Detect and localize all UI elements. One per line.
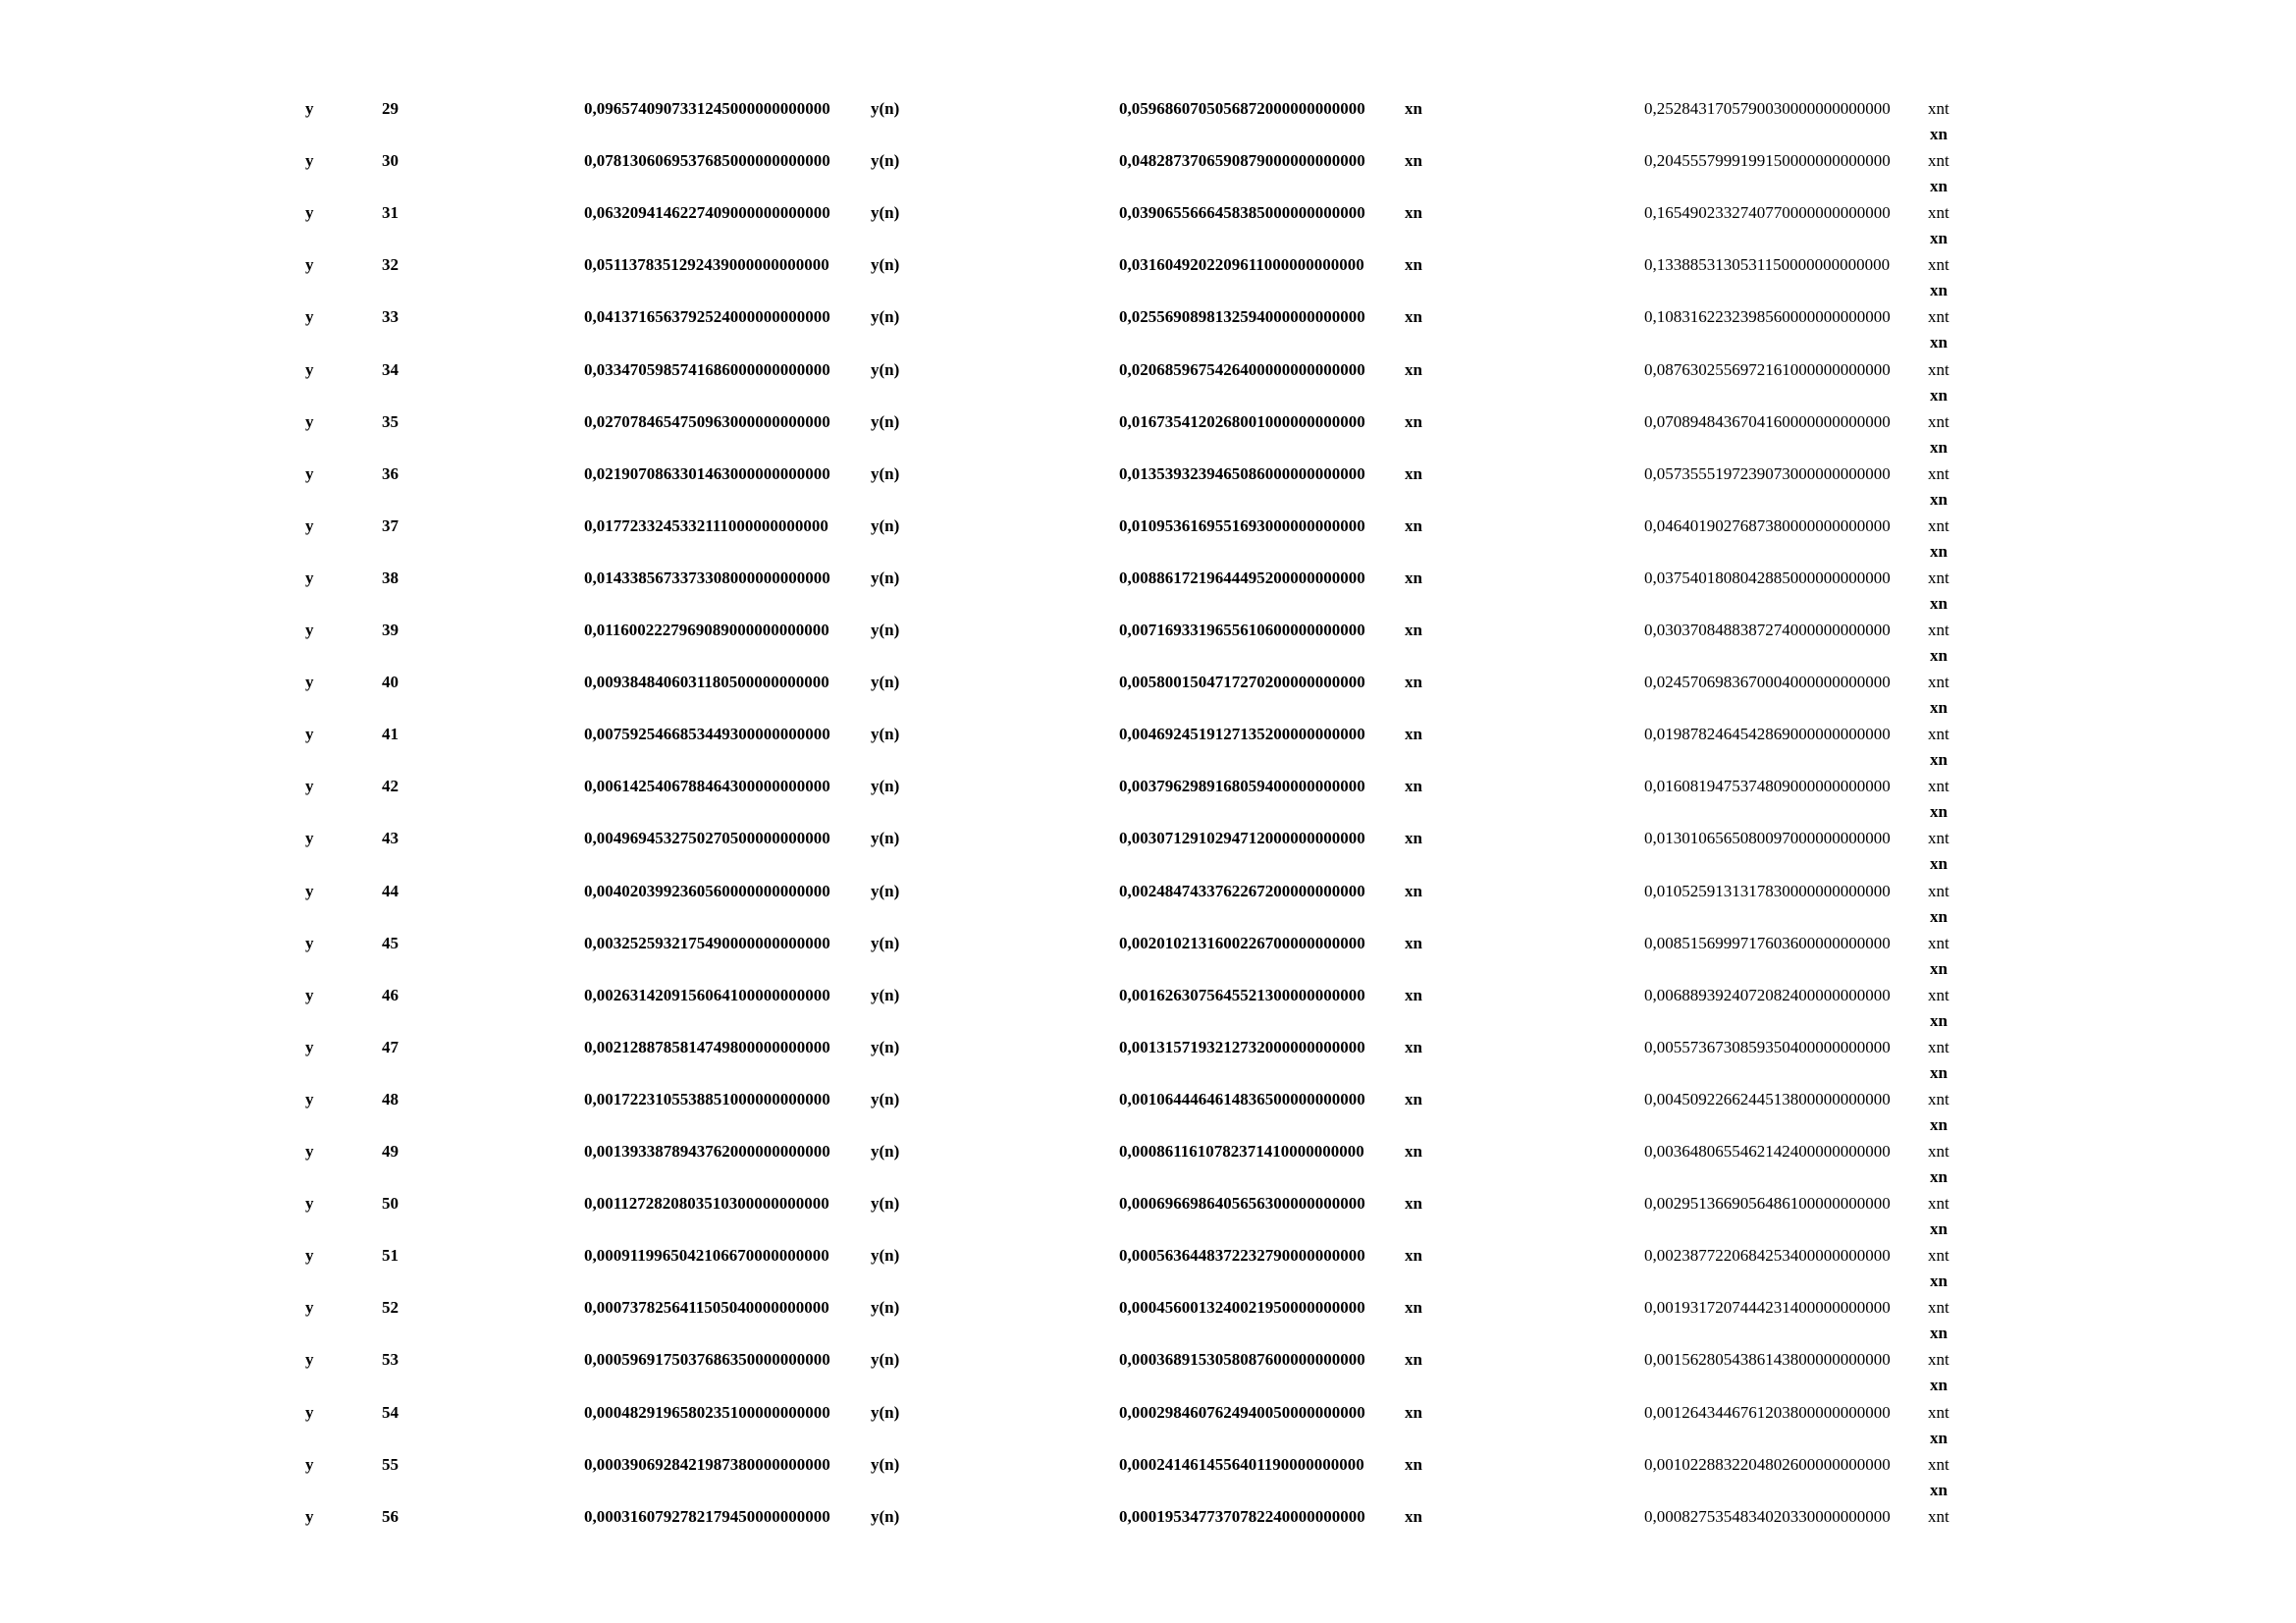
y-value: 0,0511378351292439000000000000 <box>584 255 829 275</box>
table-row <box>0 360 2296 412</box>
table-row <box>0 203 2296 255</box>
x-value: 0,0004560013240021950000000000 <box>1119 1298 1365 1318</box>
x-label: xn <box>1405 359 1422 379</box>
y-value: 0,0632094146227409000000000000 <box>584 203 830 223</box>
wrap-label: xn <box>1930 593 1948 613</box>
xt-value: 0,0245706983670004000000000000 <box>1644 673 1891 692</box>
wrap-label: xn <box>1930 1010 1948 1030</box>
row-label: y <box>305 359 314 379</box>
y-value: 0,0075925466853449300000000000 <box>584 725 830 744</box>
y-label: y(n) <box>871 203 900 223</box>
table-row <box>0 1350 2296 1402</box>
table-row <box>0 516 2296 568</box>
x-label: xn <box>1405 1454 1422 1474</box>
y-value: 0,0093848406031180500000000000 <box>584 673 829 692</box>
y-label: y(n) <box>871 99 900 118</box>
xt-value: 0,1338853130531150000000000000 <box>1644 255 1891 275</box>
xt-value: 0,0036480655462142400000000000 <box>1644 1142 1891 1161</box>
x-label: xn <box>1405 621 1422 639</box>
y-label: y(n) <box>871 1454 900 1474</box>
x-label: xn <box>1405 673 1422 692</box>
index-value: 39 <box>382 621 399 639</box>
y-label: y(n) <box>871 985 900 1004</box>
y-label: y(n) <box>871 1037 900 1056</box>
wrap-label: xn <box>1930 541 1948 561</box>
x-value: 0,0037962989168059400000000000 <box>1119 777 1365 796</box>
xt-label: xnt <box>1928 1454 1949 1474</box>
wrap-label: xn <box>1930 1324 1948 1343</box>
xt-label: xnt <box>1928 829 1949 848</box>
index-value: 48 <box>382 1089 399 1109</box>
x-label: xn <box>1405 1037 1422 1056</box>
x-label: xn <box>1405 1506 1422 1526</box>
x-label: xn <box>1405 933 1422 952</box>
y-label: y(n) <box>871 1298 900 1318</box>
x-value: 0,0016263075645521300000000000 <box>1119 985 1365 1004</box>
index-value: 30 <box>382 151 399 171</box>
x-label: xn <box>1405 1142 1422 1161</box>
index-value: 50 <box>382 1194 399 1214</box>
table-row <box>0 829 2296 881</box>
xt-value: 0,0008275354834020330000000000 <box>1644 1506 1891 1526</box>
x-label: xn <box>1405 1350 1422 1370</box>
wrap-label: xn <box>1930 1428 1948 1447</box>
y-value: 0,0040203992360560000000000000 <box>584 881 830 900</box>
xt-value: 0,0023877220684253400000000000 <box>1644 1246 1891 1266</box>
y-label: y(n) <box>871 829 900 848</box>
x-label: xn <box>1405 1089 1422 1109</box>
xt-label: xnt <box>1928 99 1949 118</box>
x-label: xn <box>1405 203 1422 223</box>
wrap-label: xn <box>1930 437 1948 457</box>
x-value: 0,0020102131600226700000000000 <box>1119 933 1365 952</box>
row-label: y <box>305 933 314 952</box>
xt-value: 0,0085156999717603600000000000 <box>1644 933 1891 952</box>
y-label: y(n) <box>871 1089 900 1109</box>
xt-value: 0,0012643446761203800000000000 <box>1644 1402 1891 1422</box>
xt-value: 0,0015628054386143800000000000 <box>1644 1350 1891 1370</box>
xt-label: xnt <box>1928 515 1949 535</box>
x-value: 0,0002414614556401190000000000 <box>1119 1454 1364 1474</box>
xt-value: 0,1083162232398560000000000000 <box>1644 307 1891 327</box>
y-value: 0,0021288785814749800000000000 <box>584 1037 830 1056</box>
row-label: y <box>305 1194 314 1214</box>
y-value: 0,0965740907331245000000000000 <box>584 99 830 118</box>
index-value: 51 <box>382 1246 399 1266</box>
y-label: y(n) <box>871 1142 900 1161</box>
x-label: xn <box>1405 151 1422 171</box>
row-label: y <box>305 725 314 744</box>
table-row <box>0 412 2296 464</box>
y-value: 0,0005969175037686350000000000 <box>584 1350 830 1370</box>
x-value: 0,0088617219644495200000000000 <box>1119 568 1365 587</box>
y-value: 0,0270784654750963000000000000 <box>584 411 830 431</box>
table-row <box>0 568 2296 621</box>
xt-value: 0,0303708488387274000000000000 <box>1644 621 1891 639</box>
row-label: y <box>305 1506 314 1526</box>
index-value: 42 <box>382 777 399 796</box>
wrap-label: xn <box>1930 229 1948 248</box>
row-label: y <box>305 1350 314 1370</box>
xt-label: xnt <box>1928 463 1949 483</box>
table-row <box>0 1194 2296 1246</box>
y-value: 0,0004829196580235100000000000 <box>584 1402 830 1422</box>
y-value: 0,0013933878943762000000000000 <box>584 1142 830 1161</box>
table-row <box>0 1298 2296 1350</box>
xt-label: xnt <box>1928 985 1949 1004</box>
xt-label: xnt <box>1928 673 1949 692</box>
table-row <box>0 673 2296 725</box>
index-value: 55 <box>382 1454 399 1474</box>
y-label: y(n) <box>871 673 900 692</box>
x-value: 0,0013157193212732000000000000 <box>1119 1037 1365 1056</box>
xt-label: xnt <box>1928 1298 1949 1318</box>
index-value: 43 <box>382 829 399 848</box>
y-value: 0,0009119965042106670000000000 <box>584 1246 829 1266</box>
wrap-label: xn <box>1930 177 1948 196</box>
wrap-label: xn <box>1930 958 1948 978</box>
xt-label: xnt <box>1928 1089 1949 1109</box>
xt-value: 0,0130106565080097000000000000 <box>1644 829 1891 848</box>
xt-label: xnt <box>1928 1037 1949 1056</box>
y-label: y(n) <box>871 1506 900 1526</box>
index-value: 36 <box>382 463 399 483</box>
index-value: 47 <box>382 1037 399 1056</box>
table-row <box>0 1142 2296 1194</box>
index-value: 40 <box>382 673 399 692</box>
xt-label: xnt <box>1928 1506 1949 1526</box>
xt-value: 0,1654902332740770000000000000 <box>1644 203 1891 223</box>
row-label: y <box>305 881 314 900</box>
x-value: 0,0255690898132594000000000000 <box>1119 307 1365 327</box>
index-value: 46 <box>382 985 399 1004</box>
x-label: xn <box>1405 1194 1422 1214</box>
xt-value: 0,0573555197239073000000000000 <box>1644 463 1891 483</box>
xt-label: xnt <box>1928 568 1949 587</box>
xt-value: 0,0010228832204802600000000000 <box>1644 1454 1891 1474</box>
y-value: 0,0334705985741686000000000000 <box>584 359 830 379</box>
row-label: y <box>305 621 314 639</box>
xt-value: 0,0105259131317830000000000000 <box>1644 881 1891 900</box>
row-label: y <box>305 829 314 848</box>
xt-value: 0,0029513669056486100000000000 <box>1644 1194 1891 1214</box>
x-label: xn <box>1405 411 1422 431</box>
row-label: y <box>305 203 314 223</box>
y-value: 0,0026314209156064100000000000 <box>584 985 830 1004</box>
y-value: 0,0143385673373308000000000000 <box>584 568 830 587</box>
x-value: 0,0046924519127135200000000000 <box>1119 725 1365 744</box>
table-row <box>0 1090 2296 1142</box>
row-label: y <box>305 1246 314 1266</box>
xt-label: xnt <box>1928 725 1949 744</box>
xt-value: 0,0708948436704160000000000000 <box>1644 411 1891 431</box>
xt-label: xnt <box>1928 1194 1949 1214</box>
y-value: 0,0032525932175490000000000000 <box>584 933 830 952</box>
row-label: y <box>305 1298 314 1318</box>
row-label: y <box>305 777 314 796</box>
xt-value: 0,0160819475374809000000000000 <box>1644 777 1891 796</box>
x-label: xn <box>1405 515 1422 535</box>
y-value: 0,0049694532750270500000000000 <box>584 829 830 848</box>
index-value: 52 <box>382 1298 399 1318</box>
y-value: 0,0177233245332111000000000000 <box>584 515 828 535</box>
row-label: y <box>305 568 314 587</box>
table-row <box>0 882 2296 934</box>
table-row <box>0 986 2296 1038</box>
index-value: 44 <box>382 881 399 900</box>
xt-value: 0,0464019027687380000000000000 <box>1644 515 1891 535</box>
index-value: 32 <box>382 255 399 275</box>
table-row <box>0 99 2296 151</box>
xt-value: 0,0068893924072082400000000000 <box>1644 985 1891 1004</box>
row-label: y <box>305 307 314 327</box>
table-row <box>0 1507 2296 1559</box>
y-label: y(n) <box>871 1194 900 1214</box>
x-label: xn <box>1405 985 1422 1004</box>
xt-label: xnt <box>1928 151 1949 171</box>
x-value: 0,0024847433762267200000000000 <box>1119 881 1365 900</box>
xt-label: xnt <box>1928 881 1949 900</box>
x-value: 0,0001953477370782240000000000 <box>1119 1506 1365 1526</box>
row-label: y <box>305 151 314 171</box>
row-label: y <box>305 255 314 275</box>
xt-label: xnt <box>1928 777 1949 796</box>
wrap-label: xn <box>1930 1062 1948 1082</box>
x-label: xn <box>1405 1298 1422 1318</box>
xt-value: 0,0198782464542869000000000000 <box>1644 725 1891 744</box>
xt-label: xnt <box>1928 307 1949 327</box>
wrap-label: xn <box>1930 802 1948 822</box>
x-value: 0,0135393239465086000000000000 <box>1119 463 1365 483</box>
y-label: y(n) <box>871 933 900 952</box>
table-row <box>0 1403 2296 1455</box>
x-label: xn <box>1405 777 1422 796</box>
x-value: 0,0002984607624940050000000000 <box>1119 1402 1365 1422</box>
y-value: 0,0061425406788464300000000000 <box>584 777 830 796</box>
x-value: 0,0109536169551693000000000000 <box>1119 515 1365 535</box>
x-label: xn <box>1405 829 1422 848</box>
row-label: y <box>305 1037 314 1056</box>
xt-label: xnt <box>1928 621 1949 639</box>
x-value: 0,0167354120268001000000000000 <box>1119 411 1365 431</box>
row-label: y <box>305 99 314 118</box>
wrap-label: xn <box>1930 385 1948 405</box>
x-value: 0,0058001504717270200000000000 <box>1119 673 1365 692</box>
wrap-label: xn <box>1930 1114 1948 1134</box>
table-row <box>0 1246 2296 1298</box>
table-row <box>0 307 2296 359</box>
index-value: 37 <box>382 515 399 535</box>
y-value: 0,0017223105538851000000000000 <box>584 1089 830 1109</box>
xt-label: xnt <box>1928 933 1949 952</box>
y-label: y(n) <box>871 151 900 171</box>
xt-label: xnt <box>1928 1350 1949 1370</box>
table-row <box>0 1038 2296 1090</box>
xt-label: xnt <box>1928 1246 1949 1266</box>
x-label: xn <box>1405 255 1422 275</box>
y-label: y(n) <box>871 463 900 483</box>
index-value: 33 <box>382 307 399 327</box>
x-label: xn <box>1405 99 1422 118</box>
y-value: 0,0011272820803510300000000000 <box>584 1194 829 1214</box>
xt-value: 0,2528431705790030000000000000 <box>1644 99 1891 118</box>
x-value: 0,0003689153058087600000000000 <box>1119 1350 1365 1370</box>
xt-label: xnt <box>1928 1142 1949 1161</box>
wrap-label: xn <box>1930 854 1948 874</box>
table-row <box>0 777 2296 829</box>
xt-label: xnt <box>1928 411 1949 431</box>
y-label: y(n) <box>871 411 900 431</box>
table-row <box>0 1455 2296 1507</box>
y-label: y(n) <box>871 568 900 587</box>
wrap-label: xn <box>1930 646 1948 665</box>
x-label: xn <box>1405 307 1422 327</box>
xt-value: 0,0045092266244513800000000000 <box>1644 1089 1891 1109</box>
row-label: y <box>305 1142 314 1161</box>
index-value: 54 <box>382 1402 399 1422</box>
y-label: y(n) <box>871 1246 900 1266</box>
y-label: y(n) <box>871 621 900 639</box>
row-label: y <box>305 985 314 1004</box>
row-label: y <box>305 1402 314 1422</box>
index-value: 53 <box>382 1350 399 1370</box>
wrap-label: xn <box>1930 333 1948 352</box>
wrap-label: xn <box>1930 750 1948 770</box>
wrap-label: xn <box>1930 281 1948 300</box>
table-row <box>0 464 2296 516</box>
y-label: y(n) <box>871 725 900 744</box>
table-row <box>0 151 2296 203</box>
y-label: y(n) <box>871 777 900 796</box>
y-value: 0,0007378256411505040000000000 <box>584 1298 829 1318</box>
index-value: 49 <box>382 1142 399 1161</box>
x-label: xn <box>1405 725 1422 744</box>
y-label: y(n) <box>871 1402 900 1422</box>
wrap-label: xn <box>1930 489 1948 509</box>
x-value: 0,0010644464614836500000000000 <box>1119 1089 1365 1109</box>
xt-label: xnt <box>1928 255 1949 275</box>
wrap-label: xn <box>1930 1219 1948 1239</box>
index-value: 34 <box>382 359 399 379</box>
x-label: xn <box>1405 881 1422 900</box>
table-row <box>0 934 2296 986</box>
index-value: 29 <box>382 99 399 118</box>
x-value: 0,0030712910294712000000000000 <box>1119 829 1365 848</box>
y-value: 0,0413716563792524000000000000 <box>584 307 830 327</box>
y-label: y(n) <box>871 1350 900 1370</box>
xt-label: xnt <box>1928 203 1949 223</box>
xt-label: xnt <box>1928 359 1949 379</box>
wrap-label: xn <box>1930 1376 1948 1395</box>
index-value: 41 <box>382 725 399 744</box>
x-value: 0,0206859675426400000000000000 <box>1119 359 1365 379</box>
x-value: 0,0006966986405656300000000000 <box>1119 1194 1365 1214</box>
table-row <box>0 725 2296 777</box>
index-value: 31 <box>382 203 399 223</box>
table-row <box>0 255 2296 307</box>
y-label: y(n) <box>871 255 900 275</box>
xt-value: 0,0019317207444231400000000000 <box>1644 1298 1891 1318</box>
index-value: 56 <box>382 1506 399 1526</box>
y-value: 0,0003160792782179450000000000 <box>584 1506 830 1526</box>
x-value: 0,0596860705056872000000000000 <box>1119 99 1365 118</box>
index-value: 45 <box>382 933 399 952</box>
y-label: y(n) <box>871 359 900 379</box>
x-label: xn <box>1405 463 1422 483</box>
table-row <box>0 621 2296 673</box>
row-label: y <box>305 411 314 431</box>
wrap-label: xn <box>1930 1167 1948 1186</box>
y-label: y(n) <box>871 515 900 535</box>
y-value: 0,0116002227969089000000000000 <box>584 621 829 639</box>
y-label: y(n) <box>871 307 900 327</box>
x-value: 0,0005636448372232790000000000 <box>1119 1246 1365 1266</box>
row-label: y <box>305 1089 314 1109</box>
x-value: 0,0316049202209611000000000000 <box>1119 255 1364 275</box>
row-label: y <box>305 673 314 692</box>
wrap-label: xn <box>1930 125 1948 143</box>
row-label: y <box>305 1454 314 1474</box>
xt-value: 0,0055736730859350400000000000 <box>1644 1037 1891 1056</box>
xt-value: 0,2045557999199150000000000000 <box>1644 151 1891 171</box>
y-value: 0,0003906928421987380000000000 <box>584 1454 830 1474</box>
index-value: 38 <box>382 568 399 587</box>
x-value: 0,0008611610782371410000000000 <box>1119 1142 1364 1161</box>
xt-value: 0,0876302556972161000000000000 <box>1644 359 1891 379</box>
xt-label: xnt <box>1928 1402 1949 1422</box>
x-value: 0,0390655666458385000000000000 <box>1119 203 1365 223</box>
wrap-label: xn <box>1930 1480 1948 1499</box>
y-value: 0,0781306069537685000000000000 <box>584 151 830 171</box>
x-value: 0,0482873706590879000000000000 <box>1119 151 1365 171</box>
wrap-label: xn <box>1930 698 1948 718</box>
xt-value: 0,0375401808042885000000000000 <box>1644 568 1891 587</box>
row-label: y <box>305 515 314 535</box>
x-label: xn <box>1405 1402 1422 1422</box>
y-value: 0,0219070863301463000000000000 <box>584 463 830 483</box>
y-label: y(n) <box>871 881 900 900</box>
wrap-label: xn <box>1930 906 1948 926</box>
wrap-label: xn <box>1930 1271 1948 1291</box>
index-value: 35 <box>382 411 399 431</box>
x-label: xn <box>1405 1246 1422 1266</box>
x-value: 0,0071693319655610600000000000 <box>1119 621 1365 639</box>
x-label: xn <box>1405 568 1422 587</box>
row-label: y <box>305 463 314 483</box>
